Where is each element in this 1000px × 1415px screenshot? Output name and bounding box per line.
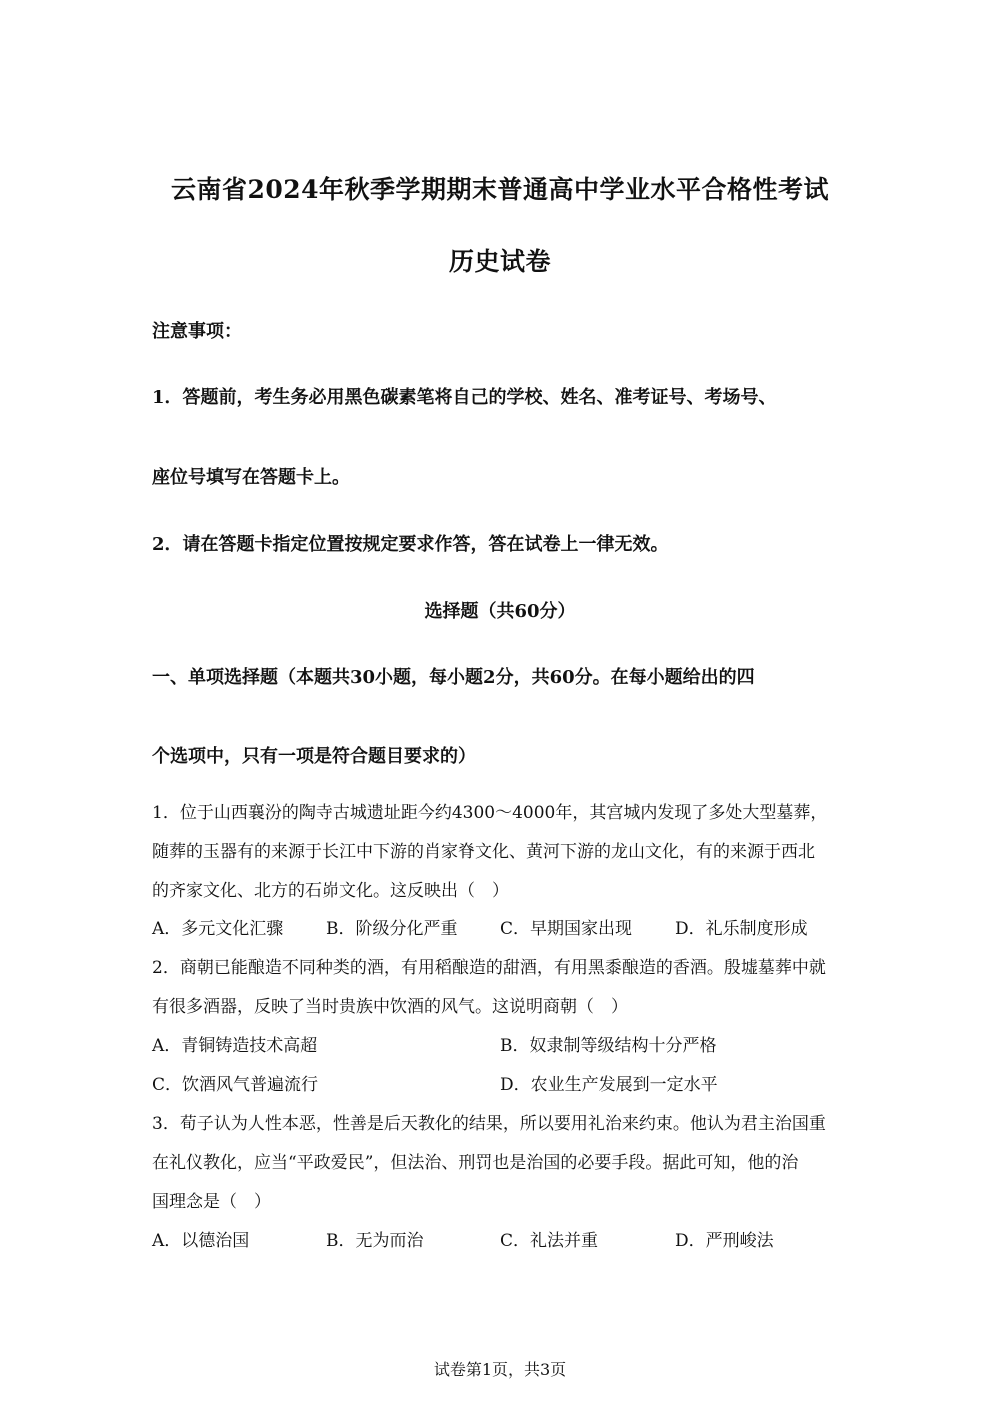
question-2-stem-line: 有很多酒器，反映了当时贵族中饮酒的风气。这说明商朝（ ） xyxy=(152,997,628,1017)
question-1-option-b: B．阶级分化严重 xyxy=(326,919,458,939)
exam-subtitle: 历史试卷 xyxy=(448,247,551,276)
section-title: 选择题（共60分） xyxy=(424,601,576,622)
exam-title: 云南省2024年秋季学期期末普通高中学业水平合格性考试 xyxy=(170,175,830,204)
question-2-option-a: A．青铜铸造技术高超 xyxy=(152,1036,318,1056)
notice-item-2: 2．请在答题卡指定位置按规定要求作答，答在试卷上一律无效。 xyxy=(152,534,669,555)
question-1-stem-line: 随葬的玉器有的来源于长江中下游的肖家脊文化、黄河下游的龙山文化，有的来源于西北 xyxy=(152,842,815,862)
question-3-stem-line: 国理念是（ ） xyxy=(152,1192,271,1212)
notice-item-1: 1．答题前，考生务必用黑色碳素笔将自己的学校、姓名、准考证号、考场号、 xyxy=(152,387,777,408)
notice-heading: 注意事项： xyxy=(152,321,242,342)
section-instruction: 一、单项选择题（本题共30小题，每小题2分，共60分。在每小题给出的四 xyxy=(152,667,755,688)
question-1-option-a: A．多元文化汇骤 xyxy=(152,919,284,939)
question-1-stem-line: 的齐家文化、北方的石峁文化。这反映出（ ） xyxy=(152,881,509,901)
question-3-stem-line: 3．荀子认为人性本恶，性善是后天教化的结果，所以要用礼治来约束。他认为君主治国重 xyxy=(152,1114,826,1134)
question-3-option-b: B．无为而治 xyxy=(326,1231,424,1251)
question-2-option-c: C．饮酒风气普遍流行 xyxy=(152,1075,319,1095)
page-footer: 试卷第1页，共3页 xyxy=(433,1360,567,1379)
question-3-stem-line: 在礼仪教化，应当“平政爱民”，但法治、刑罚也是治国的必要手段。据此可知，他的治 xyxy=(152,1153,799,1173)
question-3-option-c: C．礼法并重 xyxy=(500,1231,599,1251)
question-2-option-b: B．奴隶制等级结构十分严格 xyxy=(500,1036,717,1056)
question-3-option-d: D．严刑峻法 xyxy=(675,1231,774,1251)
question-1-option-c: C．早期国家出现 xyxy=(500,919,633,939)
question-3-option-a: A．以德治国 xyxy=(152,1231,250,1251)
question-2-option-d: D．农业生产发展到一定水平 xyxy=(500,1075,718,1095)
section-instruction-cont: 个选项中，只有一项是符合题目要求的） xyxy=(152,746,476,767)
question-1-stem-line: 1．位于山西襄汾的陶寺古城遗址距今约4300～4000年，其宫城内发现了多处大型墓葬， xyxy=(152,803,828,823)
question-1-option-d: D．礼乐制度形成 xyxy=(675,919,808,939)
notice-item-1-cont: 座位号填写在答题卡上。 xyxy=(152,467,350,488)
question-2-stem-line: 2．商朝已能酿造不同种类的酒，有用稻酿造的甜酒，有用黑黍酿造的香酒。殷墟墓葬中就 xyxy=(152,958,826,978)
